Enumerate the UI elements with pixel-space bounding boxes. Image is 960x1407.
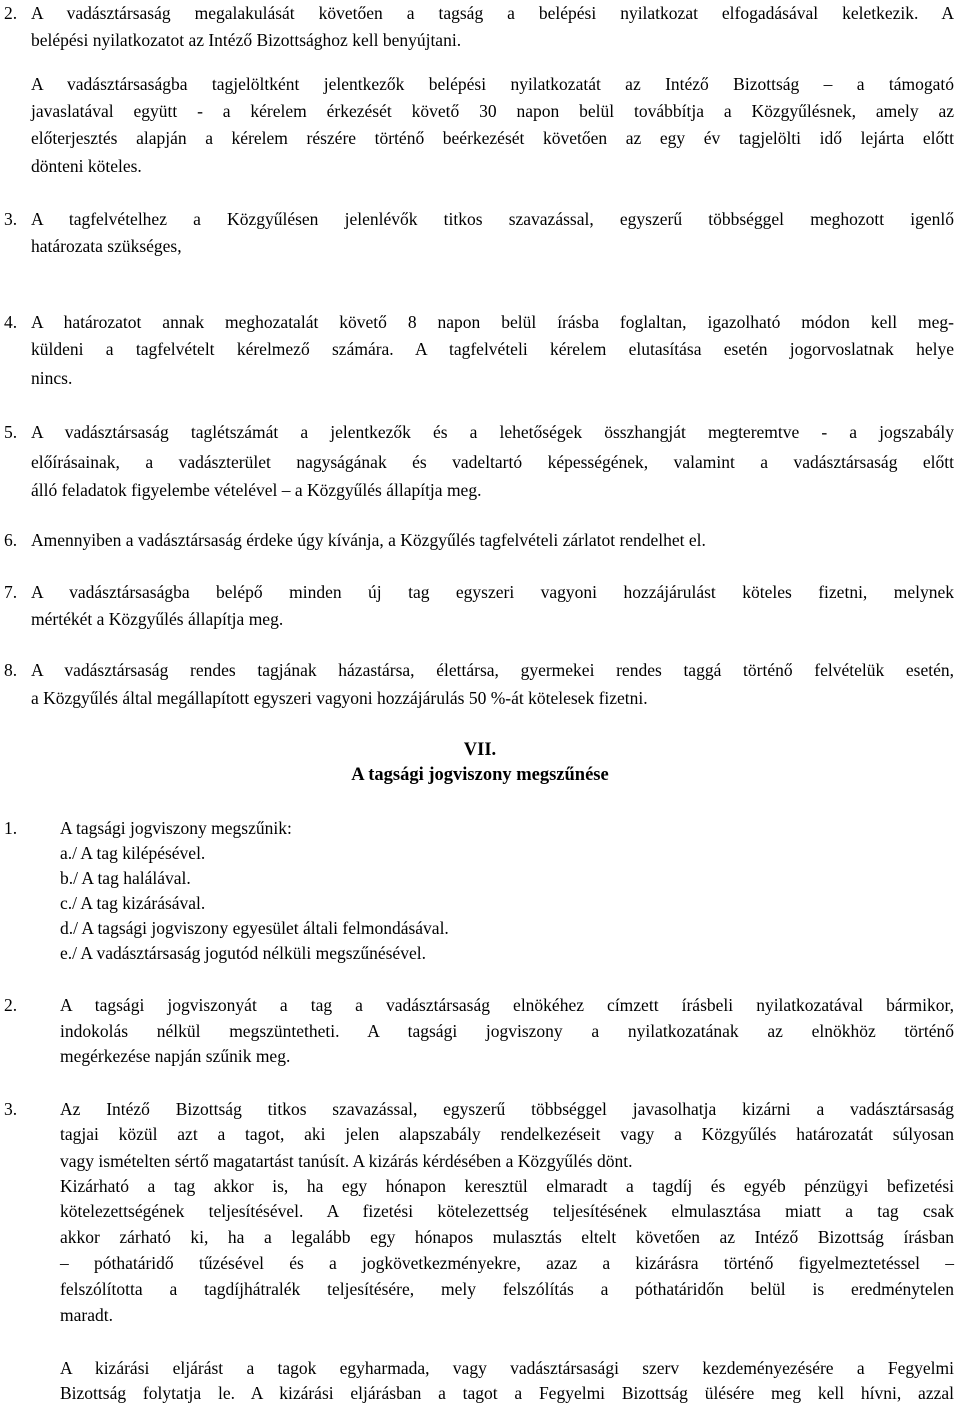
- list-heading: A tagsági jogviszony megszűnik:: [60, 818, 292, 838]
- paragraph-number: 3.: [4, 209, 18, 229]
- paragraph-line: A vadásztársaságba tagjelöltként jelentkezők belépési nyilatkozatát az Intéző Bizottság – a támogató: [31, 74, 954, 94]
- paragraph-number: 7.: [4, 582, 18, 602]
- paragraph-line: előírásainak, a vadászterület nagyságának és vadeltartó képességének, valamint a vadásztársaság előtt: [31, 452, 954, 472]
- paragraph-number: 5.: [4, 422, 18, 442]
- paragraph-number: 3.: [4, 1099, 18, 1119]
- paragraph-line: – póthatáridő tűzésével és a jogkövetkezményekre, azaz a kizárásra történő figyelmeztetéssel –: [60, 1253, 954, 1273]
- paragraph-line: felszólította a tagdíjhátralék teljesítésére, mely felszólítás a póthatáridőn belül is eredménytelen: [60, 1279, 954, 1299]
- paragraph-line: maradt.: [60, 1305, 113, 1325]
- paragraph-line: Kizárható a tag akkor is, ha egy hónapon keresztül elmaradt a tagdíj és egyéb pénzügyi befizetési: [60, 1176, 954, 1196]
- paragraph-line: A kizárási eljárást a tagok egyharmada, vagy vadásztársasági szerv kezdeményezésére a Fegyelmi: [60, 1358, 954, 1378]
- paragraph-number: 2.: [4, 995, 18, 1015]
- paragraph-number: 4.: [4, 312, 18, 332]
- paragraph-line: tagjai közül azt a tagot, aki jelen alapszabály rendelkezéseit vagy a Közgyűlés határozatát súlyosan: [60, 1124, 954, 1144]
- paragraph-number: 8.: [4, 660, 18, 680]
- paragraph-line: küldeni a tagfelvételt kérelmező számára. A tagfelvételi kérelem elutasítása esetén jogorvoslatnak helye: [31, 339, 954, 359]
- paragraph-line: Bizottság folytatja le. A kizárási eljárásban a tagot a Fegyelmi Bizottság ülésére meg kell hívni, azzal: [60, 1383, 954, 1403]
- list-item: e./ A vadásztársaság jogutód nélküli megszűnésével.: [60, 943, 426, 963]
- paragraph-line: mértékét a Közgyűlés állapítja meg.: [31, 609, 284, 629]
- paragraph-line: vagy ismételten sértő magatartást tanúsít. A kizárás kérdésében a Közgyűlés dönt.: [60, 1151, 633, 1171]
- paragraph-number: 1.: [4, 818, 18, 838]
- paragraph-line: indokolás nélkül megszüntetheti. A tagsági jogviszony a nyilatkozatának az elnökhöz történő: [60, 1021, 954, 1041]
- list-item: b./ A tag halálával.: [60, 868, 191, 888]
- paragraph-line: álló feladatok figyelembe vételével – a Közgyűlés állapítja meg.: [31, 480, 482, 500]
- paragraph-line: kötelezettségének teljesítésével. A fizetési kötelezettség teljesítésének elmulasztása miatt a tag csak: [60, 1201, 954, 1221]
- paragraph-number: 2.: [4, 3, 18, 23]
- paragraph-line: akkor zárható ki, ha a legalább egy hónapos mulasztás eltelt követően az Intéző Bizottság írásban: [60, 1227, 954, 1247]
- paragraph-line: dönteni köteles.: [31, 156, 142, 176]
- paragraph-line: javaslatával együtt - a kérelem érkezését követő 30 napon belül továbbítja a Közgyűlésnek, amely az: [31, 101, 954, 121]
- paragraph-line: Amennyiben a vadásztársaság érdeke úgy kívánja, a Közgyűlés tagfelvételi zárlatot rendelhet el.: [31, 530, 706, 550]
- list-item: c./ A tag kizárásával.: [60, 893, 206, 913]
- paragraph-line: a Közgyűlés által megállapított egyszeri vagyoni hozzájárulás 50 %-át kötelesek fizetni.: [31, 688, 648, 708]
- paragraph-line: megérkezése napján szűnik meg.: [60, 1046, 291, 1066]
- paragraph-line: A vadásztársaság rendes tagjának házastársa, élettársa, gyermekei rendes taggá történő felvételük esetén,: [31, 660, 954, 680]
- paragraph-line: A vadásztársaság megalakulását követően a tagság a belépési nyilatkozat elfogadásával keletkezik. A: [31, 3, 954, 23]
- paragraph-line: nincs.: [31, 368, 73, 388]
- paragraph-line: A határozatot annak meghozatalát követő 8 napon belül írásba foglaltan, igazolható módon kell meg-: [31, 312, 954, 332]
- paragraph-line: A tagsági jogviszonyát a tag a vadásztársaság elnökéhez címzett írásbeli nyilatkozatával bármikor,: [60, 995, 954, 1015]
- paragraph-line: Az Intéző Bizottság titkos szavazással, egyszerű többséggel javasolhatja kizárni a vadásztársaság: [60, 1099, 954, 1119]
- paragraph-line: A vadásztársaság taglétszámát a jelentkezők és a lehetőségek összhangját megteremtve - a jogszabály: [31, 422, 954, 442]
- paragraph-line: belépési nyilatkozatot az Intéző Bizottsághoz kell benyújtani.: [31, 30, 462, 50]
- chapter-number: VII.: [463, 740, 497, 760]
- paragraph-line: előterjesztés alapján a kérelem részére történő beérkezését követően az egy év tagjelölti idő lejárta előtt: [31, 128, 954, 148]
- list-item: d./ A tagsági jogviszony egyesület általi felmondásával.: [60, 918, 449, 938]
- paragraph-line: határozata szükséges,: [31, 236, 182, 256]
- paragraph-line: A vadásztársaságba belépő minden új tag egyszeri vagyoni hozzájárulást köteles fizetni, melynek: [31, 582, 954, 602]
- list-item: a./ A tag kilépésével.: [60, 843, 206, 863]
- paragraph-line: A tagfelvételhez a Közgyűlésen jelenlévők titkos szavazással, egyszerű többséggel meghozott igenlő: [31, 209, 954, 229]
- paragraph-number: 6.: [4, 530, 18, 550]
- chapter-title: A tagsági jogviszony megszűnése: [351, 765, 609, 785]
